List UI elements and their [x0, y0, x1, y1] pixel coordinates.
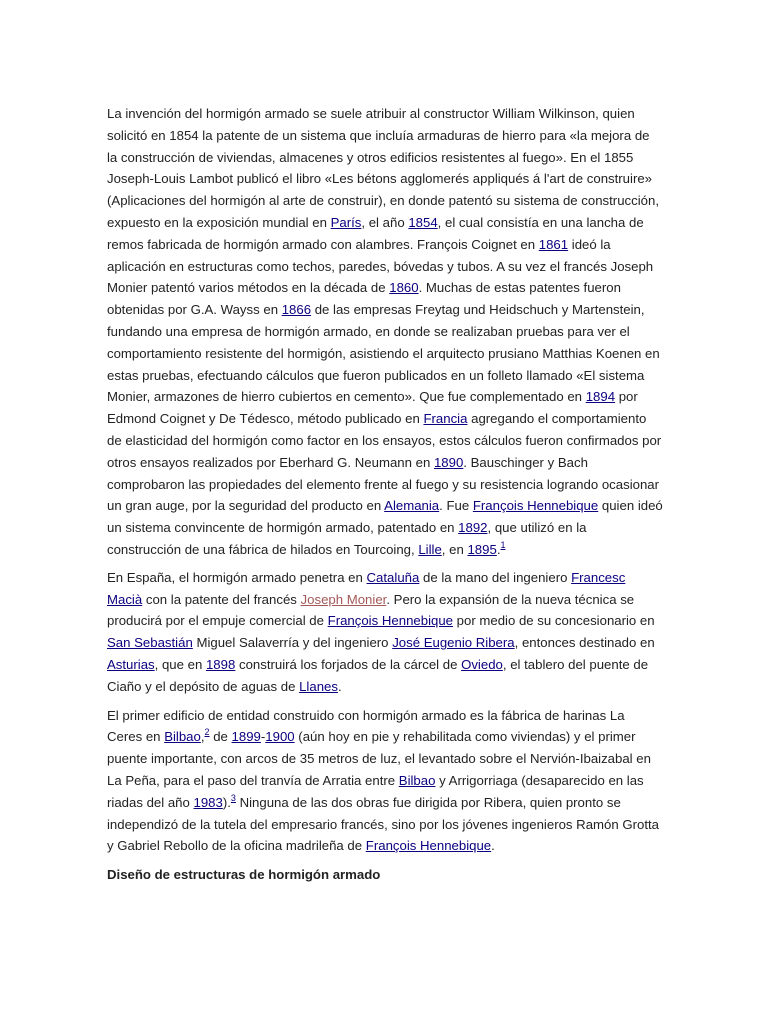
text-run: . Fue	[439, 498, 473, 514]
text-run: agregando el comportamiento de elasticidad del hormigón como factor en los ensayos, estos cálculos fueron confirmados por otros ensayos realizados por Eberhard G. Neumann en	[107, 411, 662, 470]
text-run: -	[260, 729, 266, 745]
text-run: ).	[222, 794, 231, 810]
text-run: quien ideó un sistema convincente de hormigón armado, patentado en	[107, 498, 663, 536]
text-run: , el año	[361, 214, 409, 230]
wiki-link[interactable]: 1854	[408, 214, 438, 230]
wiki-link[interactable]: París	[330, 214, 362, 230]
text-run: . Pero la expansión de la nueva técnica se producirá por el empuje comercial de	[107, 591, 635, 629]
text-run: Ninguna de las dos obras fue dirigida por Ribera, quien pronto se independizó de la tutela del empresario francés, sino por los jóvenes ingenieros Ramón Grotta y Gabriel Rebollo de la oficina madrileña de	[107, 794, 659, 854]
wiki-link[interactable]: 1892	[458, 520, 488, 536]
wiki-link[interactable]: Lille	[418, 541, 442, 557]
wiki-link[interactable]: Bilbao	[398, 772, 436, 788]
text-run: El primer edificio de entidad construido con hormigón armado es la fábrica de harinas La Ceres en	[107, 707, 625, 745]
wiki-link[interactable]: 1899	[231, 729, 261, 745]
text-run: , que utilizó en la construcción de una fábrica de hilados en Tourcoing,	[107, 520, 587, 557]
text-run: , el cual consistía en una lancha de remos fabricada de hormigón armado con alambres. François Coignet en	[107, 214, 644, 252]
text-run: (aún hoy en pie y rehabilitada como viviendas) y el primer puente importante, con arcos de 35 metros de luz, el levantado sobre el Nervión-Ibaizabal en La Peña, para el paso del tranvía de Arratia entre	[107, 729, 651, 788]
paragraph-spain	[107, 567, 663, 698]
wiki-link[interactable]: Joseph Monier	[300, 591, 387, 607]
wiki-link[interactable]: 1860	[389, 280, 419, 296]
text-run: con la patente del francés	[142, 591, 301, 607]
wiki-link[interactable]: Cataluña	[366, 569, 420, 585]
text-run: ideó la aplicación en estructuras como techos, paredes, bóvedas y tubos. A su vez el francés Joseph Monier patentó varios métodos en la década de	[107, 236, 654, 296]
wiki-link[interactable]: 1866	[281, 302, 312, 318]
wiki-link[interactable]: Llanes	[299, 678, 338, 694]
text-run: , en	[441, 541, 468, 557]
paragraph-history	[107, 103, 663, 561]
wiki-link[interactable]: François Hennebique	[327, 613, 453, 629]
wiki-link[interactable]: Oviedo	[461, 656, 503, 672]
text-run: por medio de su concesionario en	[453, 613, 655, 629]
text-run: .	[337, 678, 342, 694]
text-run: de la mano del ingeniero	[419, 569, 572, 585]
text-run: y Arrigorriaga (desaparecido en las riadas del año	[107, 772, 644, 810]
text-run: por Edmond Coignet y De Tédesco, método publicado en	[107, 389, 638, 427]
article-body	[107, 103, 663, 886]
text-run: . Muchas de estas patentes fueron obtenidas por G.A. Wayss en	[107, 280, 621, 318]
text-run: ,	[200, 729, 205, 745]
wiki-link[interactable]: 1861	[538, 236, 569, 252]
section-heading: Diseño de estructuras de hormigón armado	[107, 867, 381, 883]
wiki-link[interactable]: Alemania	[384, 498, 440, 514]
wiki-link[interactable]: Asturias	[107, 656, 155, 672]
wiki-link[interactable]: José Eugenio Ribera	[392, 635, 515, 651]
paragraph-first-buildings	[107, 705, 663, 858]
text-run: La invención del hormigón armado se suele atribuir al constructor William Wilkinson, quien solicitó en 1854 la patente de un sistema que incluía armaduras de hierro para «la mejora de la construcción de viviendas, almacenes y otros edificios resistentes al fuego». En el 1855 Joseph-Louis Lambot publicó el libro «Les bétons agglomerés appliqués á l'art de construire» (Aplicaciones del hormigón al arte de construir), en donde patentó su sistema de construcción, expuesto en la exposición mundial en	[107, 106, 659, 230]
text-run: .	[496, 541, 501, 557]
text-run: . Bauschinger y Bach comprobaron las propiedades del elemento frente al fuego y su resistencia logrando ocasionar un gran auge, por la seguridad del producto en	[107, 454, 660, 514]
wiki-link[interactable]: Francesc Macià	[107, 569, 626, 607]
wiki-link[interactable]: 1890	[433, 454, 464, 470]
reference-link[interactable]: 3	[230, 792, 236, 803]
wiki-link[interactable]: 1898	[205, 656, 236, 672]
text-run: Miguel Salaverría y del ingeniero	[192, 635, 393, 651]
wiki-link[interactable]: 1900	[265, 729, 295, 745]
text-run: de las empresas Freytag und Heidschuch y Martenstein, fundando una empresa de hormigón armado, en donde se realizaban pruebas para ver el comportamiento resistente del hormigón, asistiendo el arquitecto prusiano Matthias Koenen en estas pruebas, efectuando cálculos que fueron publicados en un folleto llamado «El sistema Monier, armazones de hierro cubiertos en cemento». Que fue complementado en	[107, 302, 660, 405]
wiki-link[interactable]: François Hennebique	[365, 838, 492, 854]
wiki-link[interactable]: 1895	[467, 541, 497, 557]
text-run: de	[209, 729, 232, 745]
text-run: .	[491, 838, 495, 854]
text-run: construirá los forjados de la cárcel de	[235, 656, 462, 672]
wiki-link[interactable]: Bilbao	[164, 729, 201, 745]
wiki-link[interactable]: Francia	[423, 411, 468, 427]
text-run: En España, el hormigón armado penetra en	[107, 569, 367, 585]
reference-link[interactable]: 1	[500, 539, 506, 550]
text-run: , el tablero del puente de Ciaño y el depósito de aguas de	[107, 656, 649, 694]
wiki-link[interactable]: 1894	[585, 389, 616, 405]
wiki-link[interactable]: 1983	[193, 794, 223, 810]
text-run: , que en	[154, 656, 206, 672]
wiki-link[interactable]: François Hennebique	[472, 498, 599, 514]
text-run: , entonces destinado en	[514, 635, 655, 651]
reference-link[interactable]: 2	[204, 727, 210, 738]
wiki-link[interactable]: San Sebastián	[107, 635, 193, 651]
